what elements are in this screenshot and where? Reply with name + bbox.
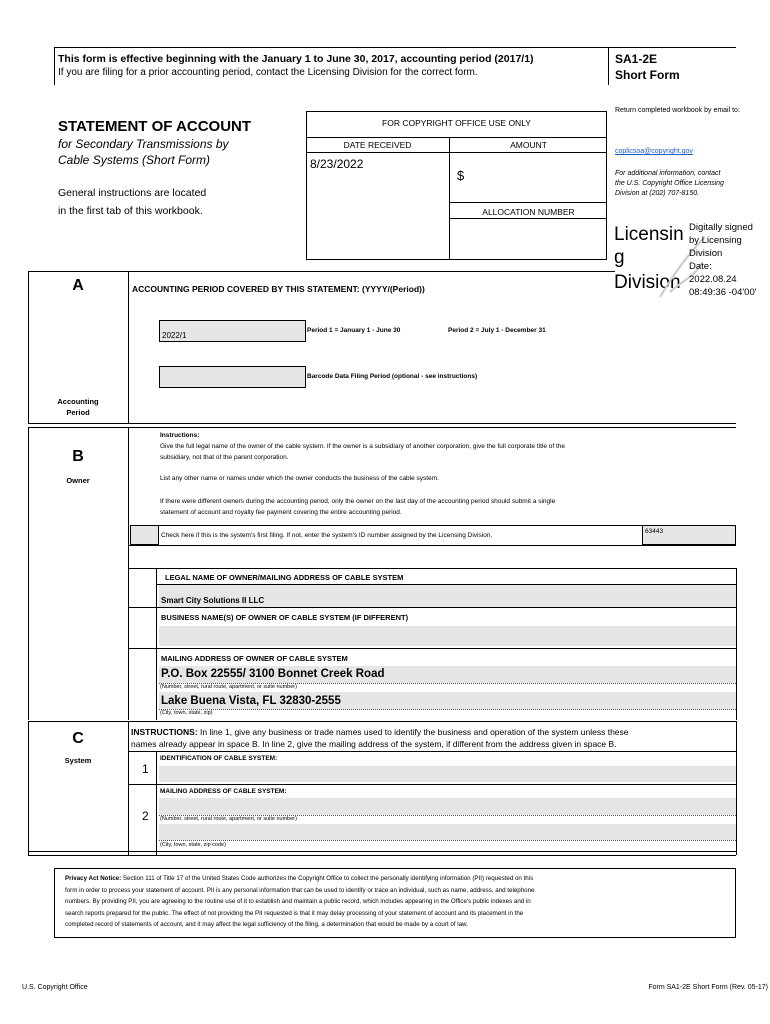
section-c-bottom-rule-1 (28, 851, 736, 852)
section-a-divider (128, 271, 129, 423)
business-name-field[interactable] (159, 626, 736, 646)
section-c-letter: C (72, 730, 84, 747)
amount-dollar-sign[interactable]: $ (457, 168, 465, 183)
signed-line-3: Division (689, 248, 723, 259)
office-use-rule-3 (449, 202, 607, 203)
section-c-side-label: System (64, 756, 92, 765)
form-type: Short Form (615, 68, 680, 82)
office-use-divider (449, 137, 450, 260)
section-b-instruction-1b: subsidiary, not that of the parent corporation. (160, 454, 289, 461)
allocation-number-label: ALLOCATION NUMBER (482, 207, 575, 217)
owner-block-right-border (736, 568, 737, 720)
page-title: STATEMENT OF ACCOUNT (58, 118, 252, 135)
line-1-number: 1 (142, 762, 149, 776)
signature-name-1: Licensin (614, 224, 684, 245)
section-a-heading: ACCOUNTING PERIOD COVERED BY THIS STATEMENT: (YYYY/(Period)) (132, 284, 425, 294)
address-line-2-dots (159, 709, 736, 710)
date-received-label: DATE RECEIVED (343, 140, 412, 150)
amount-label: AMOUNT (510, 140, 547, 150)
system-address-2-hint: (City, town, state, zip code) (160, 842, 226, 848)
first-filing-text: Check here if this is the system's first filing. If not, enter the system's ID number assigned by the Licensing Division. (161, 532, 493, 539)
line-1-label: IDENTIFICATION OF CABLE SYSTEM: (160, 755, 278, 762)
system-id-field[interactable] (642, 525, 736, 545)
section-b-side-label: Owner (66, 476, 90, 485)
privacy-line-1: Section 111 of Title 17 of the United States Code authorizes the Copyright Office to collect the personally identifying information (PII) requested on this (121, 875, 534, 882)
address-line-2-field[interactable] (159, 692, 736, 709)
line-2-number: 2 (142, 809, 149, 823)
first-filing-checkbox[interactable] (130, 525, 159, 545)
first-filing-rule (159, 525, 642, 526)
line-1-bottom-rule (128, 784, 736, 785)
signature-name-3: Division (614, 272, 681, 293)
office-use-rule-4 (449, 218, 607, 219)
section-c-right-border (736, 721, 737, 855)
section-a-side-label-1: Accounting (57, 397, 99, 406)
section-c-num-divider (156, 751, 157, 855)
first-filing-bottom-rule (128, 545, 736, 546)
date-received-value[interactable]: 8/23/2022 (310, 157, 364, 171)
signed-line-5: 2022.08.24 (689, 274, 737, 285)
section-b-letter: B (72, 448, 84, 465)
accounting-period-field[interactable] (159, 320, 306, 342)
address-line-2-hint: (City, town, state, zip) (160, 710, 213, 716)
return-instructions: Return completed workbook by email to: (615, 107, 740, 114)
email-link[interactable]: coplicsoa@copyright.gov (615, 148, 693, 155)
section-c-bottom-rule-2 (28, 855, 736, 856)
prior-period-line: If you are filing for a prior accounting period, contact the Licensing Division for the correct form. (58, 67, 478, 78)
header-divider (608, 47, 609, 85)
period-1-note: Period 1 = January 1 - June 30 (307, 327, 401, 334)
owner-block-top-rule (128, 568, 736, 569)
barcode-period-field[interactable] (159, 366, 306, 388)
section-b-instruction-2: List any other name or names under which the owner conducts the business of the cable system. (160, 475, 439, 482)
privacy-line-2: form in order to process your statement of account. PII is any personal information that can be used to identify or trace an individual, such as name, address, and telephone (65, 886, 535, 894)
signed-line-4: Date: (689, 261, 712, 272)
office-use-heading: FOR COPYRIGHT OFFICE USE ONLY (382, 118, 531, 128)
address-line-2-value: Lake Buena Vista, FL 32830-2555 (161, 695, 341, 707)
section-b-instruction-1: Give the full legal name of the owner of the cable system. If the owner is a subsidiary of another corporation, give the full corporate title of the (160, 443, 566, 450)
address-line-1-field[interactable] (159, 666, 736, 683)
system-address-2-dots (159, 840, 736, 841)
section-b-top-rule-2 (28, 427, 736, 428)
section-c-instructions (131, 726, 731, 750)
owner-block-left-inner (156, 568, 157, 720)
section-a-letter: A (72, 277, 84, 294)
system-id-value: 63443 (645, 528, 664, 535)
general-instructions-1: General instructions are located (58, 187, 207, 199)
subtitle-1: for Secondary Transmissions by (58, 137, 229, 151)
legal-name-label: LEGAL NAME OF OWNER/MAILING ADDRESS OF CABLE SYSTEM (165, 573, 404, 582)
legal-name-bottom-rule (128, 607, 736, 608)
signed-line-6: 08:49:36 -04'00' (689, 287, 757, 298)
legal-name-value: Smart City Solutions II LLC (161, 596, 265, 605)
address-line-1-value: P.O. Box 22555/ 3100 Bonnet Creek Road (161, 668, 385, 680)
subtitle-2: Cable Systems (Short Form) (58, 153, 211, 167)
footer-right: Form SA1-2E Short Form (Rev. 05-17) (648, 984, 768, 991)
office-use-box (306, 111, 607, 260)
legal-name-field[interactable] (159, 585, 736, 607)
office-use-rule-1 (306, 137, 607, 138)
system-address-1-field[interactable] (159, 798, 736, 815)
privacy-notice (65, 873, 730, 931)
header-top-rule (608, 47, 736, 48)
additional-info: For additional information, contact the U.S. Copyright Office Licensing Division at (202) 707-8150. (615, 170, 724, 197)
system-address-1-hint: (Number, street, rural route, apartment, or suite number) (160, 816, 297, 822)
left-border-b (28, 427, 29, 720)
section-c-divider (128, 721, 129, 855)
business-name-bottom-rule (128, 648, 736, 649)
privacy-line-5: completed record of statements of account, and it may affect the legal sufficiency of the filing, a determination that would be made by a court of law. (65, 921, 468, 928)
section-b-instruction-3b: statement of account and royalty fee payment covering the entire accounting period. (160, 509, 402, 516)
section-c-instructions-a: In line 1, give any business or trade names used to identify the business and operation of the system unless these (197, 727, 629, 737)
privacy-line-4: search reports prepared for the public. The effect of not providing the PII requested is that it may delay processing of your statement of account and its placement in the (65, 909, 524, 917)
signature-name-2: g (614, 247, 625, 268)
footer-left: U.S. Copyright Office (22, 984, 88, 991)
section-c-instr-rule (128, 751, 736, 752)
line-2-label: MAILING ADDRESS OF CABLE SYSTEM: (160, 788, 287, 795)
form-code: SA1-2E (615, 52, 658, 66)
mailing-address-label: MAILING ADDRESS OF OWNER OF CABLE SYSTEM (161, 654, 348, 663)
cable-system-id-field[interactable] (159, 766, 736, 782)
section-c-instructions-bold: INSTRUCTIONS: (131, 727, 198, 737)
signed-line-1: Digitally signed (689, 222, 753, 233)
section-c-top-rule (28, 721, 736, 722)
section-b-divider (128, 427, 129, 720)
privacy-notice-bold: Privacy Act Notice: (65, 875, 122, 882)
accounting-period-value: 2022/1 (162, 331, 187, 340)
section-a-top-rule (28, 271, 615, 272)
general-instructions-2: in the first tab of this workbook. (58, 205, 203, 217)
business-name-label: BUSINESS NAME(S) OF OWNER OF CABLE SYSTEM (IF DIFFERENT) (161, 613, 409, 622)
privacy-line-3: numbers. By providing PII, you are agreeing to the routine use of it to establish and maintain a public record, which includes appearing in the Office's public indexes and in (65, 898, 531, 905)
section-c-instructions-b: names already appear in space B. In line 2, give the mailing address of the system, if different from the address given in space B. (131, 739, 617, 749)
effective-line: This form is effective beginning with the January 1 to June 30, 2017, accounting period (2017/1) (58, 53, 534, 65)
barcode-note: Barcode Data Filing Period (optional - see instructions) (307, 373, 478, 380)
section-b-instructions-title: Instructions: (160, 432, 200, 439)
period-2-note: Period 2 = July 1 - December 31 (448, 327, 546, 334)
section-b-top-rule-1 (28, 423, 736, 424)
system-address-2-field[interactable] (159, 824, 736, 840)
section-a-side-label-2: Period (66, 408, 90, 417)
signed-line-2: by Licensing (689, 235, 742, 246)
address-line-1-hint: (Number, street, rural route, apartment, or suite number) (160, 684, 297, 690)
office-use-rule-2 (306, 152, 607, 153)
section-b-instruction-3: If there were different owners during the accounting period, only the owner on the last day of the accounting period should submit a single (160, 498, 556, 505)
